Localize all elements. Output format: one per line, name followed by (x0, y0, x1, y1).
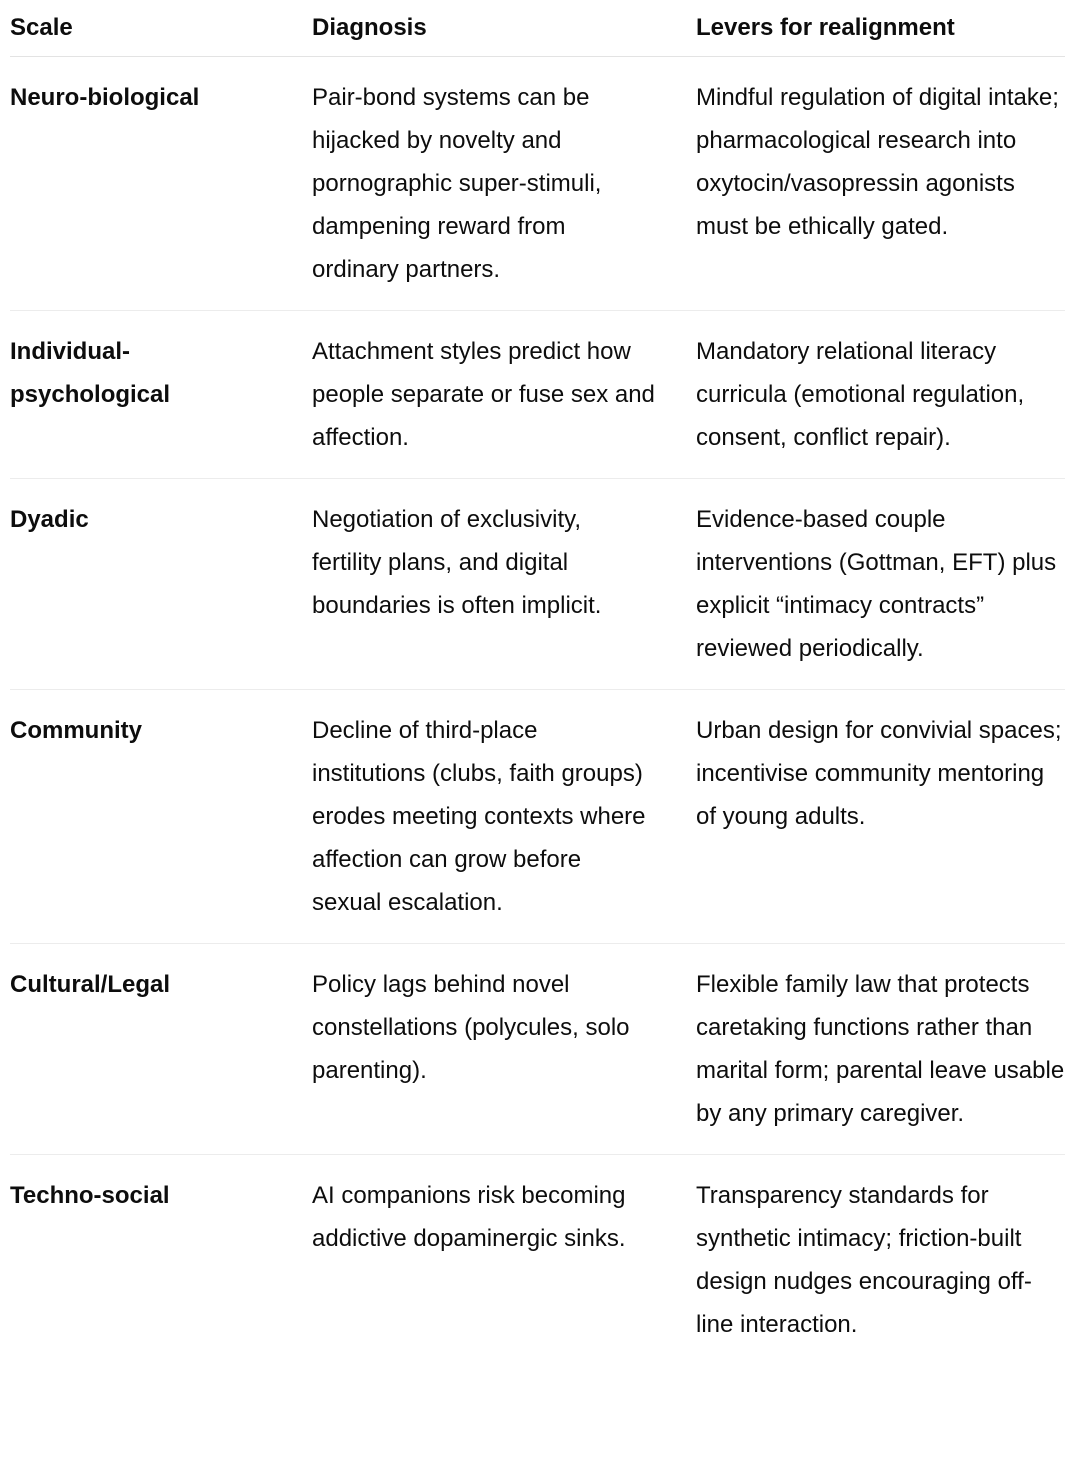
diagnosis-cell: AI companions risk becoming addictive dopaminergic sinks. (312, 1182, 626, 1252)
table-row (10, 944, 1065, 1155)
diagnosis-cell: Policy lags behind novel constellations (polycules, solo parenting). (312, 944, 696, 1155)
table-row (10, 479, 1065, 690)
header-diagnosis: Diagnosis (312, 0, 696, 57)
diagnosis-cell: Negotiation of exclusivity, fertility plans, and digital boundaries is often implicit. (312, 479, 696, 690)
header-row (10, 0, 1065, 57)
levers-cell: Evidence-based couple interventions (Gottman, EFT) plus explicit “intimacy contracts” reviewed periodically. (696, 479, 1065, 690)
header-scale: Scale (10, 0, 312, 57)
levers-cell: Flexible family law that protects caretaking functions rather than marital form; parental leave usable by any primary caregiver. (696, 944, 1065, 1155)
header-levers: Levers for realignment (696, 0, 1065, 57)
scale-cell: Individual-psychological (10, 311, 312, 479)
scale-cell: Dyadic (10, 479, 312, 690)
table-row (10, 311, 1065, 479)
diagnosis-cell: Decline of third-place institutions (clubs, faith groups) erodes meeting contexts where affection can grow before sexual escalation. (312, 690, 696, 944)
table-header (10, 0, 1065, 57)
levers-cell: Mandatory relational literacy curricula (emotional regulation, consent, conflict repair). (696, 311, 1065, 479)
scale-cell: Techno-social (10, 1182, 170, 1209)
levers-cell: Urban design for convivial spaces; incentivise community mentoring of young adults. (696, 690, 1065, 944)
scale-cell: Community (10, 690, 312, 944)
realignment-table (10, 0, 1065, 1365)
table-row (10, 57, 1065, 311)
table-body (10, 57, 1065, 1366)
diagnosis-cell: Attachment styles predict how people separate or fuse sex and affection. (312, 311, 696, 479)
diagnosis-cell: Pair-bond systems can be hijacked by novelty and pornographic super-stimuli, dampening reward from ordinary partners. (312, 57, 696, 311)
table-row (10, 1155, 1065, 1366)
levers-cell: Transparency standards for synthetic intimacy; friction-built design nudges encouraging off-line interaction. (696, 1182, 1032, 1338)
table-row (10, 690, 1065, 944)
scale-cell: Cultural/Legal (10, 944, 312, 1155)
scale-cell: Neuro-biological (10, 57, 312, 311)
levers-cell: Mindful regulation of digital intake; pharmacological research into oxytocin/vasopressin agonists must be ethically gated. (696, 57, 1065, 311)
